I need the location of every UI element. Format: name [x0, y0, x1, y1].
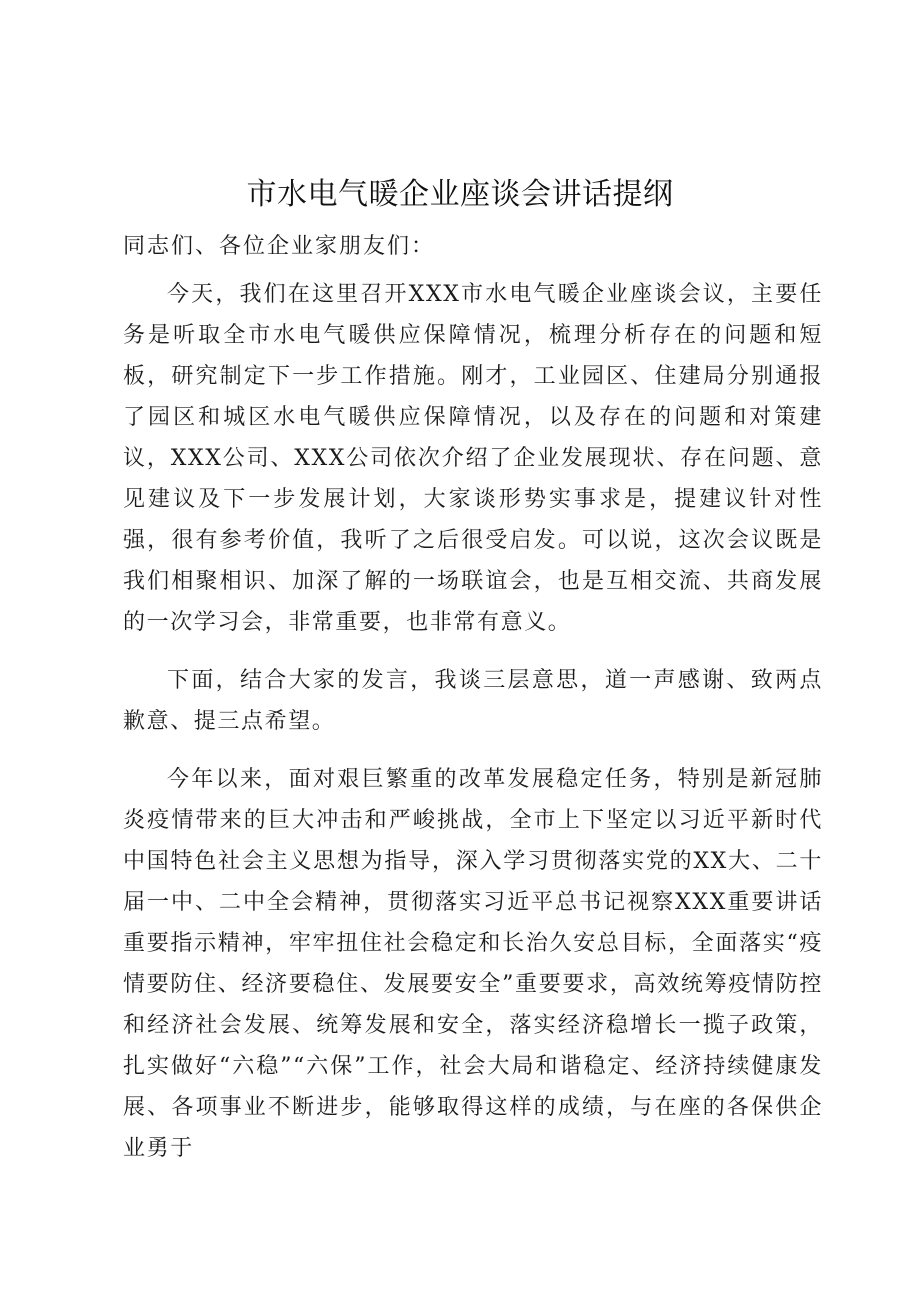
document-title: 市水电气暖企业座谈会讲话提纲	[246, 177, 674, 212]
document-body	[123, 226, 823, 1169]
paragraph-outline: 下面，结合大家的发言，我谈三层意思，道一声感谢、致两点歉意、提三点希望。	[123, 668, 823, 734]
paragraph-achievements: 今年以来，面对艰巨繁重的改革发展稳定任务，特别是新冠肺炎疫情带来的巨大冲击和严峻挑战，全市上下坚定以习近平新时代中国特色社会主义思想为指导，深入学习贯彻落实党的XX大、二十届一中、二中全会精神，贯彻落实习近平总书记视察XXX重要讲话重要指示精神，牢牢扭住社会稳定和长治久安总目标，全面落实“疫情要防住、经济要稳住、发展要安全”重要要求，高效统筹疫情防控和经济社会发展、统筹发展和安全，落实经济稳增长一揽子政策，扎实做好“六稳”“六保”工作，社会大局和谐稳定、经济持续健康发展、各项事业不断进步，能够取得这样的成绩，与在座的各保供企业勇于	[123, 767, 823, 1161]
salutation: 同志们、各位企业家朋友们：	[123, 234, 436, 259]
paragraph-opening: 今天，我们在这里召开XXX市水电气暖企业座谈会议，主要任务是听取全市水电气暖供应保障情况，梳理分析存在的问题和短板，研究制定下一步工作措施。刚才，工业园区、住建局分别通报了园区和城区水电气暖供应保障情况，以及存在的问题和对策建议，XXX公司、XXX公司依次介绍了企业发展现状、存在问题、意见建议及下一步发展计划，大家谈形势实事求是，提建议针对性强，很有参考价值，我听了之后很受启发。可以说，这次会议既是我们相聚相识、加深了解的一场联谊会，也是互相交流、共商发展的一次学习会，非常重要，也非常有意义。	[123, 282, 823, 635]
